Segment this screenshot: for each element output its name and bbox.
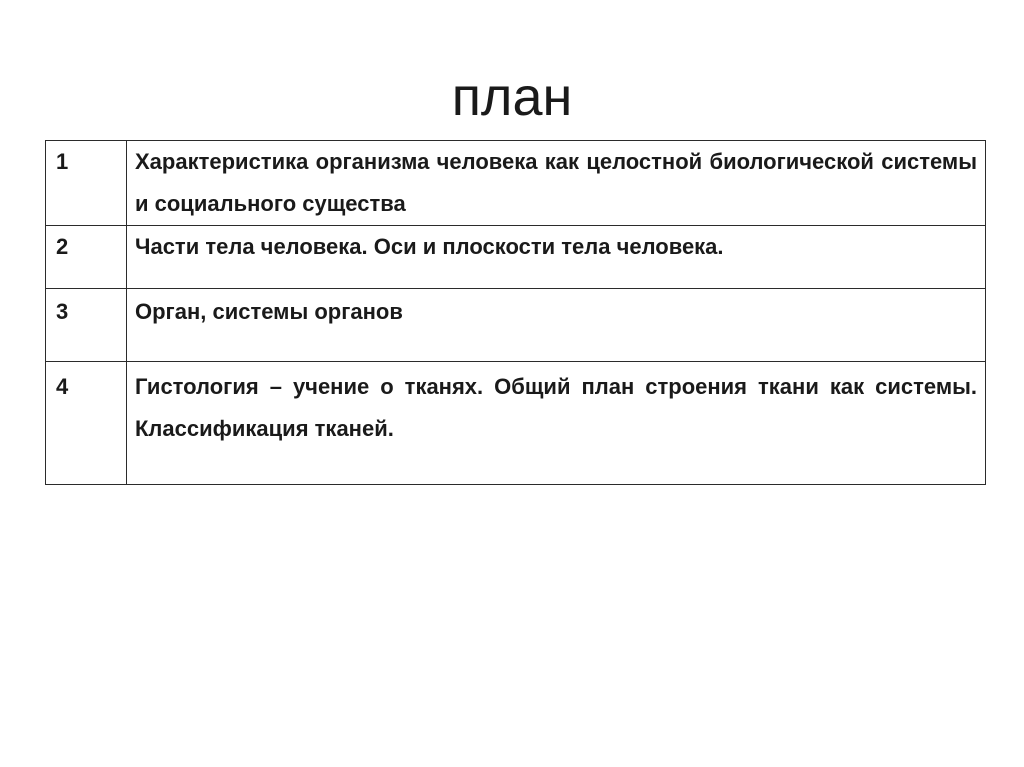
- row-number: 3: [46, 289, 127, 362]
- table-row: [46, 141, 986, 226]
- row-topic: Части тела человека. Оси и плоскости тела человека.: [127, 226, 986, 289]
- row-topic: Характеристика организма человека как целостной биологической системы и социального существа: [127, 141, 986, 226]
- row-number: 4: [46, 362, 127, 485]
- row-topic: Гистология – учение о тканях. Общий план строения ткани как системы. Классификация тканей.: [127, 362, 986, 485]
- table-row: [46, 289, 986, 362]
- row-number: 2: [46, 226, 127, 289]
- slide-title: план: [451, 67, 573, 127]
- row-topic: Орган, системы органов: [127, 289, 986, 362]
- plan-table: [45, 140, 986, 485]
- table-row: [46, 226, 986, 289]
- row-number: 1: [46, 141, 127, 226]
- table-row: [46, 362, 986, 485]
